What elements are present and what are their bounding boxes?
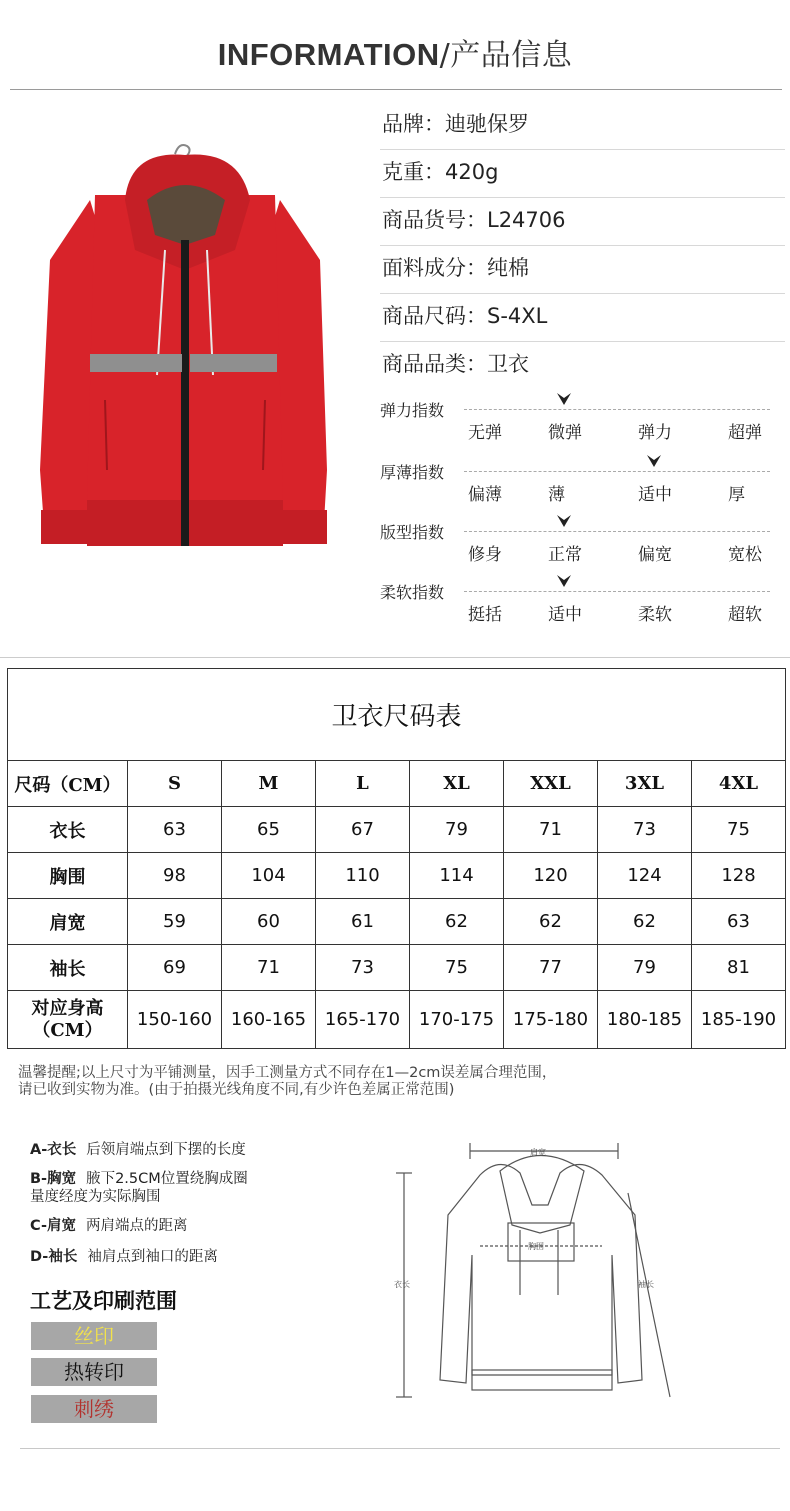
size-table-title: 卫衣尺码表 <box>8 669 786 761</box>
table-cell: 71 <box>222 945 316 991</box>
table-cell: 62 <box>410 899 504 945</box>
diagram-length-label: 衣长 <box>394 1280 410 1289</box>
index-option: 柔软 <box>638 605 672 625</box>
table-cell: 75 <box>410 945 504 991</box>
info-row-fabric: 面料成分：纯棉 <box>380 246 785 294</box>
index-row <box>380 398 785 458</box>
measure-length: A-衣长 后领肩端点到下摆的长度 <box>30 1142 246 1158</box>
table-cell: 128 <box>692 853 786 899</box>
table-cell: 77 <box>504 945 598 991</box>
index-option: 薄 <box>548 485 565 505</box>
craft-title: 工艺及印刷范围 <box>30 1289 177 1313</box>
table-cell: 73 <box>316 945 410 991</box>
table-cell: 114 <box>410 853 504 899</box>
index-label: 版型指数 <box>380 523 445 542</box>
table-cell: 71 <box>504 807 598 853</box>
table-cell: 63 <box>128 807 222 853</box>
table-cell: 62 <box>504 899 598 945</box>
index-row <box>380 460 785 520</box>
table-cell: 61 <box>316 899 410 945</box>
table-cell: 62 <box>598 899 692 945</box>
height-range-cell: 165-170 <box>316 991 410 1049</box>
index-option: 厚 <box>728 485 745 505</box>
height-range-cell: 180-185 <box>598 991 692 1049</box>
info-row-weight: 克重：420g <box>380 150 785 198</box>
index-option: 适中 <box>638 485 672 505</box>
index-option: 挺括 <box>468 605 502 625</box>
table-cell: 81 <box>692 945 786 991</box>
title-en: INFORMATION <box>217 37 440 72</box>
section-divider <box>0 657 790 658</box>
title-cn: /产品信息 <box>439 38 573 73</box>
height-range-cell: 175-180 <box>504 991 598 1049</box>
height-range-cell: 150-160 <box>128 991 222 1049</box>
title-divider <box>10 89 782 90</box>
measure-chest: B-胸宽 腋下2.5CM位置绕胸成圈 量度经度为实际胸围 <box>30 1171 248 1205</box>
info-row-size: 商品尺码：S-4XL <box>380 294 785 342</box>
product-image <box>35 140 335 550</box>
index-option: 弹力 <box>638 423 672 443</box>
header-size: L <box>316 761 410 807</box>
craft-heat-transfer: 热转印 <box>31 1358 157 1386</box>
index-label: 柔软指数 <box>380 583 445 602</box>
header-size: XL <box>410 761 504 807</box>
header-size: 4XL <box>692 761 786 807</box>
table-cell: 73 <box>598 807 692 853</box>
index-row <box>380 580 785 640</box>
index-option: 偏薄 <box>468 485 502 505</box>
table-cell: 69 <box>128 945 222 991</box>
table-cell: 120 <box>504 853 598 899</box>
table-cell: 110 <box>316 853 410 899</box>
measurement-note: 温馨提醒;以上尺寸为平铺测量，因手工测量方式不同存在1—2cm误差属合理范围， 请已收到实物为准。(由于拍摄光线角度不同,有少许色差属正常范围) <box>18 1065 557 1098</box>
height-range-cell: 185-190 <box>692 991 786 1049</box>
index-row <box>380 520 785 580</box>
table-cell: 63 <box>692 899 786 945</box>
index-scale-line <box>464 591 770 592</box>
table-cell: 79 <box>410 807 504 853</box>
size-table-height-row <box>8 991 786 1049</box>
row-label: 衣长 <box>8 807 128 853</box>
table-row <box>8 853 786 899</box>
table-cell: 65 <box>222 807 316 853</box>
index-label: 弹力指数 <box>380 401 445 420</box>
craft-embroidery: 刺绣 <box>31 1395 157 1423</box>
index-scale-line <box>464 471 770 472</box>
craft-silkscreen: 丝印 <box>31 1322 157 1350</box>
header-size: S <box>128 761 222 807</box>
index-option: 适中 <box>548 605 582 625</box>
size-table <box>7 668 786 1049</box>
index-scale-line <box>464 409 770 410</box>
index-option: 宽松 <box>728 545 762 565</box>
table-row <box>8 899 786 945</box>
row-label: 袖长 <box>8 945 128 991</box>
index-option: 正常 <box>548 545 582 565</box>
table-cell: 124 <box>598 853 692 899</box>
size-table-header <box>8 761 786 807</box>
index-label: 厚薄指数 <box>380 463 445 482</box>
index-scale-line <box>464 531 770 532</box>
index-option: 超软 <box>728 605 762 625</box>
info-row-item-no: 商品货号：L24706 <box>380 198 785 246</box>
info-row-brand: 品牌：迪驰保罗 <box>380 102 785 150</box>
table-cell: 59 <box>128 899 222 945</box>
header-size: M <box>222 761 316 807</box>
height-range-cell: 160-165 <box>222 991 316 1049</box>
table-cell: 67 <box>316 807 410 853</box>
table-row <box>8 945 786 991</box>
row-label: 肩宽 <box>8 899 128 945</box>
bottom-divider <box>20 1448 780 1449</box>
header-size: 3XL <box>598 761 692 807</box>
index-option: 超弹 <box>728 423 762 443</box>
row-label: 胸围 <box>8 853 128 899</box>
header-size: XXL <box>504 761 598 807</box>
height-label: 对应身高 （CM） <box>8 991 128 1049</box>
height-range-cell: 170-175 <box>410 991 504 1049</box>
table-cell: 98 <box>128 853 222 899</box>
measure-shoulder: C-肩宽 两肩端点的距离 <box>30 1218 188 1234</box>
index-option: 偏宽 <box>638 545 672 565</box>
diagram-chest-label: 胸围 <box>528 1242 544 1251</box>
index-option: 微弹 <box>548 423 582 443</box>
info-row-category: 商品品类：卫衣 <box>382 352 529 376</box>
table-row <box>8 807 786 853</box>
index-option: 修身 <box>468 545 502 565</box>
index-option: 无弹 <box>468 423 502 443</box>
measurement-diagram <box>380 1135 700 1425</box>
product-info <box>380 102 785 390</box>
header-size-label: 尺码（CM） <box>8 761 128 807</box>
measure-sleeve: D-袖长 袖肩点到袖口的距离 <box>30 1249 218 1265</box>
page-title <box>0 30 790 74</box>
table-cell: 75 <box>692 807 786 853</box>
table-cell: 60 <box>222 899 316 945</box>
table-cell: 79 <box>598 945 692 991</box>
diagram-shoulder-label: 肩宽 <box>530 1148 546 1157</box>
table-cell: 104 <box>222 853 316 899</box>
diagram-sleeve-label: 袖长 <box>638 1280 654 1289</box>
